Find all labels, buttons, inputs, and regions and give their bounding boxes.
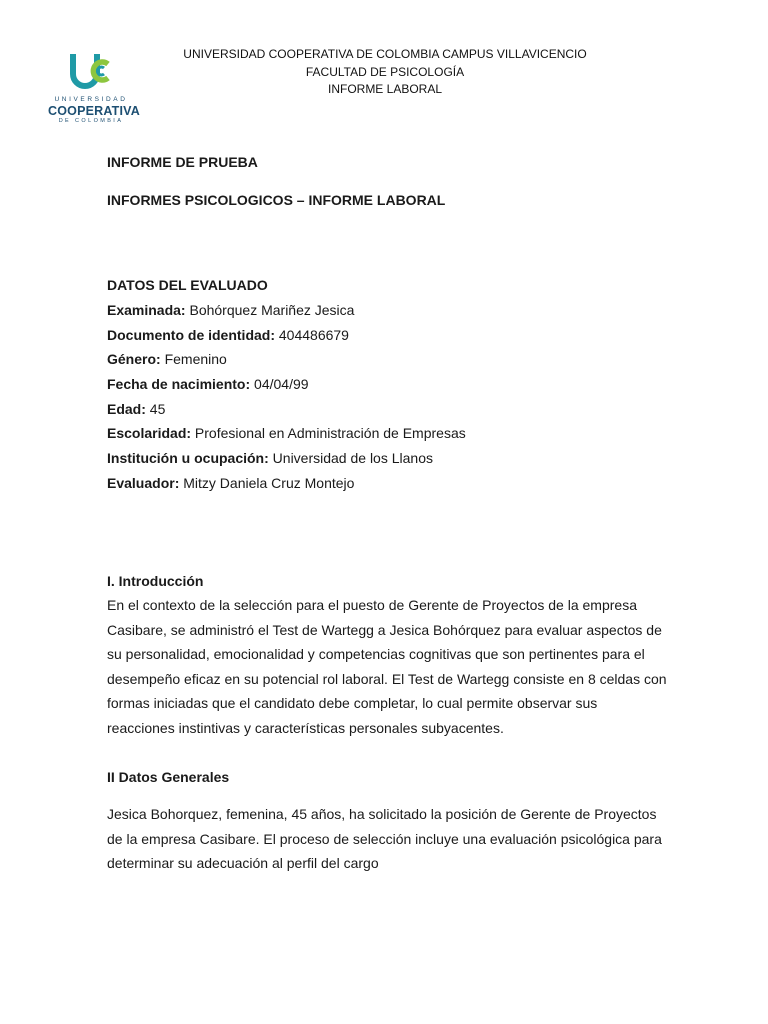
field-value: Profesional en Administración de Empresas [194, 425, 466, 441]
field-value: 04/04/99 [254, 376, 309, 392]
logo-text-universidad: UNIVERSIDAD [54, 96, 128, 103]
field-label: Edad: [107, 401, 146, 417]
paragraph-line: Jesica Bohorquez, femenina, 45 años, ha solicitado la posición de Gerente de Proyectos [107, 806, 657, 822]
header-university: UNIVERSIDAD COOPERATIVA DE COLOMBIA CAMPUS VILLAVICENCIO [183, 47, 587, 61]
header-report-type: INFORME LABORAL [327, 82, 443, 96]
document-header [140, 46, 630, 99]
field-escolaridad [107, 425, 466, 441]
paragraph-line: desempeño eficaz en su potencial rol laboral. El Test de Wartegg consiste en 8 celdas con [107, 670, 667, 687]
paragraph-line: de la empresa Casibare. El proceso de selección incluye una evaluación psicológica para [107, 830, 662, 847]
field-value: Femenino [164, 351, 227, 367]
field-value: Bohórquez Mariñez Jesica [189, 302, 355, 318]
field-value: 45 [149, 401, 166, 417]
field-examinada [107, 302, 354, 318]
paragraph-line: En el contexto de la selección para el puesto de Gerente de Proyectos de la empresa [107, 597, 637, 613]
field-evaluador [107, 475, 354, 491]
field-label: Género: [107, 351, 161, 367]
field-label: Fecha de nacimiento: [107, 376, 251, 392]
field-value: Universidad de los Llanos [272, 450, 433, 466]
paragraph-line: formas iniciadas que el candidato debe completar, lo cual permite observar sus [107, 695, 598, 711]
title-informe-de-prueba: INFORME DE PRUEBA [107, 154, 258, 170]
introduccion-paragraph [107, 593, 667, 740]
logo-text-de-colombia: DE COLOMBIA [58, 118, 124, 124]
logo-text-cooperativa: COOPERATIVA [48, 104, 141, 118]
uc-logo-icon [70, 52, 112, 92]
field-label: Examinada: [107, 302, 186, 318]
section-datos-heading: DATOS DEL EVALUADO [107, 277, 268, 293]
field-genero [107, 351, 227, 367]
field-label: Evaluador: [107, 475, 180, 491]
datos-generales-paragraph [107, 802, 667, 876]
section-introduccion-heading: I. Introducción [107, 573, 204, 589]
university-logo [48, 50, 141, 126]
paragraph-line: su personalidad, emocionalidad y competencias cognitivas que son pertinentes para el [107, 646, 645, 662]
section-datos-generales-heading: II Datos Generales [107, 769, 230, 785]
field-edad [107, 401, 165, 417]
field-label: Documento de identidad: [107, 327, 275, 343]
field-value: 404486679 [278, 327, 349, 343]
title-informes-psicologicos: INFORMES PSICOLOGICOS – INFORME LABORAL [107, 192, 446, 208]
paragraph-line: Casibare, se administró el Test de Wartegg a Jesica Bohórquez para evaluar aspectos de [107, 621, 662, 638]
paragraph-line: determinar su adecuación al perfil del cargo [107, 855, 379, 871]
field-label: Institución u ocupación: [107, 450, 269, 466]
field-institucion [107, 450, 433, 466]
field-fecha-nacimiento [107, 376, 309, 392]
field-value: Mitzy Daniela Cruz Montejo [183, 475, 355, 491]
paragraph-line: reacciones instintivas y características personales subyacentes. [107, 719, 504, 736]
header-faculty: FACULTAD DE PSICOLOGÍA [305, 64, 465, 79]
field-documento [107, 327, 349, 343]
field-label: Escolaridad: [107, 425, 192, 441]
